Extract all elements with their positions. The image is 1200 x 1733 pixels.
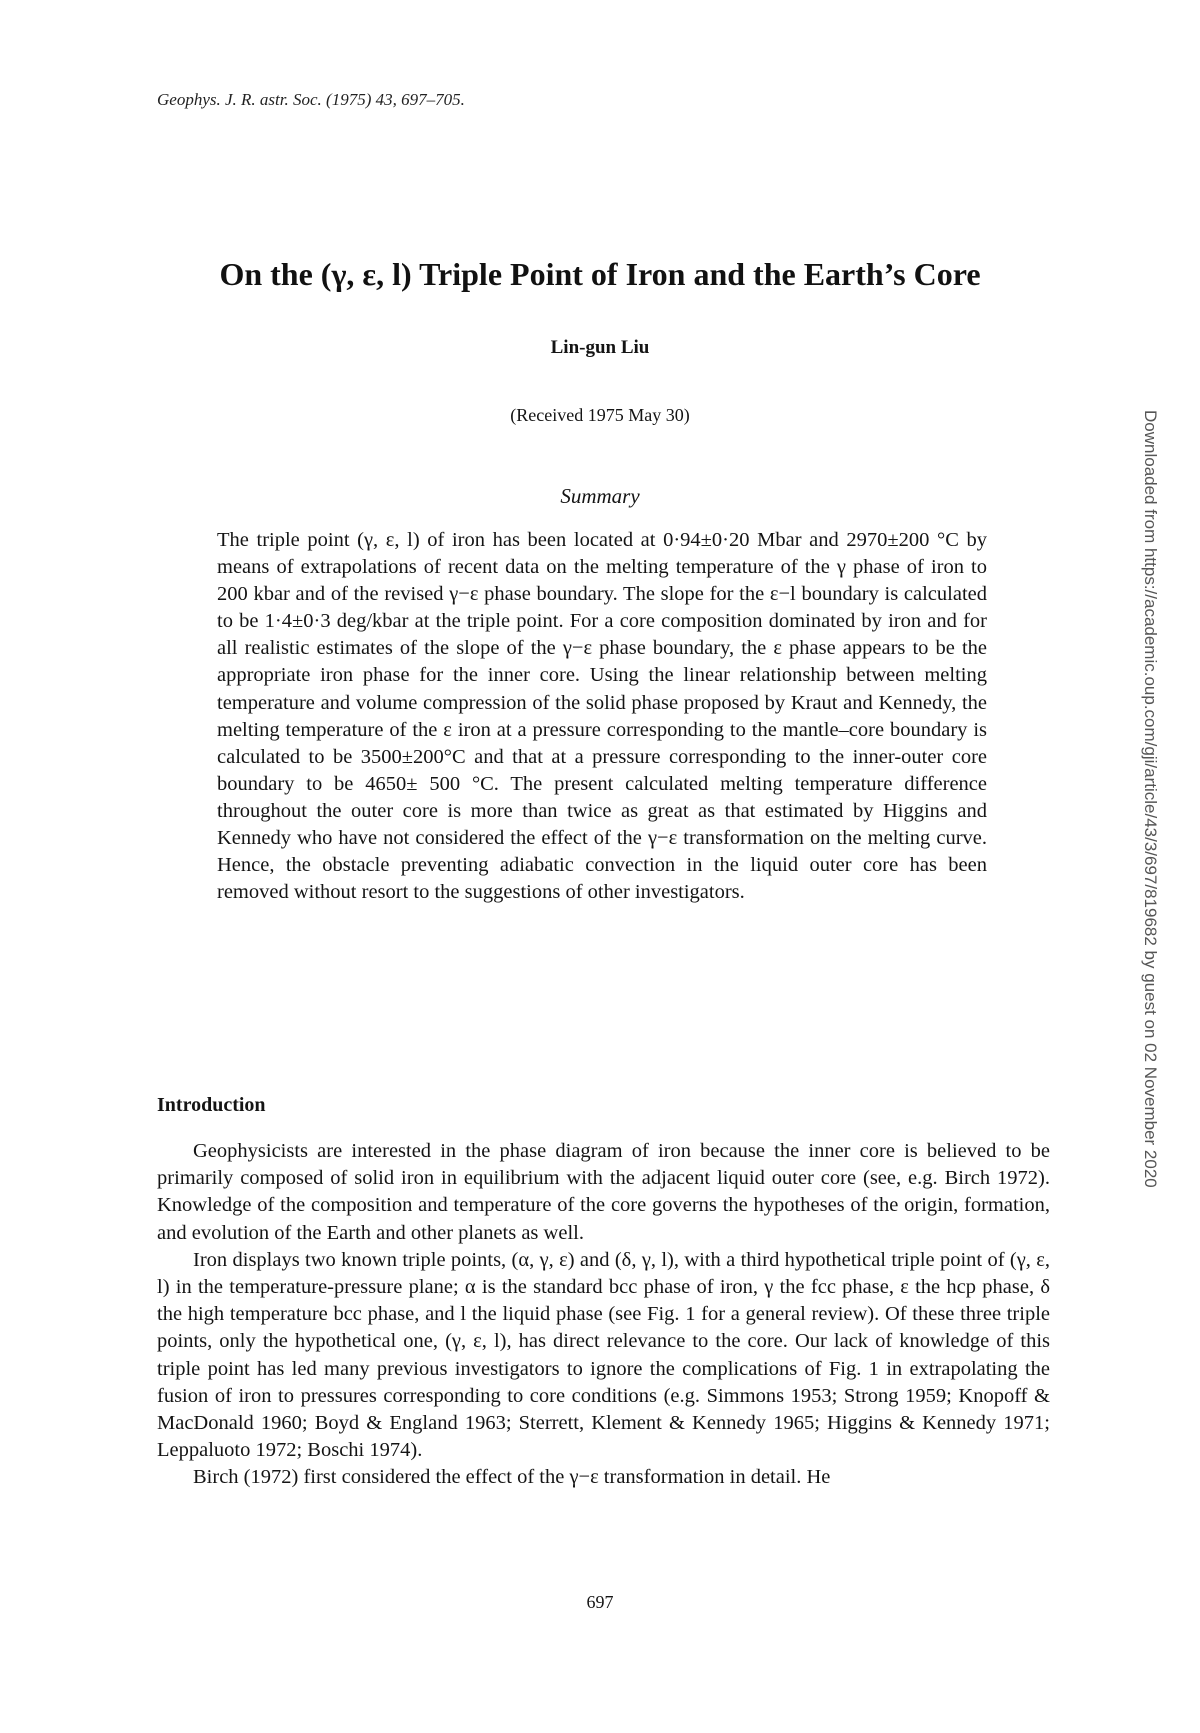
- summary-text: The triple point (γ, ε, l) of iron has been located at 0·94±0·20 Mbar and 2970±200 °C by means of extrapolations of recent data on the melting temperature of the γ phase of iron to 200 kbar and of the revised γ−ε phase boundary. The slope for the ε−l boundary is calculated to be 1·4±0·3 deg/kbar at the triple point. For a core composition dominated by iron and for all realistic estimates of the slope of the γ−ε phase boundary, the ε phase appears to be the appropriate iron phase for the inner core. Using the linear relationship between melting temperature and volume compression of the solid phase proposed by Kraut and Kennedy, the melting temperature of the ε iron at a pressure corresponding to the mantle–core boundary is calculated to be 3500±200°C and that at a pressure corresponding to the inner-outer core boundary to be 4650± 500 °C. The present calculated melting temperature difference throughout the outer core is more than twice as great as that estimated by Higgins and Kennedy who have not considered the effect of the γ−ε transformation on the melting curve. Hence, the obstacle preventing adiabatic convection in the liquid outer core has been removed without resort to the suggestions of other investigators.: [217, 529, 987, 904]
- introduction-paragraph: Iron displays two known triple points, (α, γ, ε) and (δ, γ, l), with a third hypothetical triple point of (γ, ε, l) in the temperature-pressure plane; α is the standard bcc phase of iron, γ the fcc phase, ε the hcp phase, δ the high temperature bcc phase, and l the liquid phase (see Fig. 1 for a general review). Of these three triple points, only the hypothetical one, (γ, ε, l), has direct relevance to the core. Our lack of knowledge of this triple point has led many previous investigators to ignore the complications of Fig. 1 in extrapolating the fusion of iron to pressures corresponding to core conditions (e.g. Simmons 1953; Strong 1959; Knopoff & MacDonald 1960; Boyd & England 1963; Sterrett, Klement & Kennedy 1965; Higgins & Kennedy 1971; Leppaluoto 1972; Boschi 1974).: [157, 1248, 1050, 1462]
- page-number: 697: [586, 1592, 614, 1612]
- download-watermark: Downloaded from https://academic.oup.com/gji/article/43/3/697/819682 by guest on 02 November 2020: [1141, 410, 1160, 1188]
- introduction-paragraph: Birch (1972) first considered the effect of the γ−ε transformation in detail. He: [193, 1466, 831, 1489]
- introduction-heading: Introduction: [157, 1094, 266, 1116]
- introduction-body: [157, 1138, 1050, 1492]
- journal-reference: Geophys. J. R. astr. Soc. (1975) 43, 697–705.: [157, 90, 465, 109]
- introduction-paragraph: Geophysicists are interested in the phase diagram of iron because the inner core is believed to be primarily composed of solid iron in equilibrium with the adjacent liquid outer core (see, e.g. Birch 1972). Knowledge of the composition and temperature of the core governs the hypotheses of the origin, formation, and evolution of the Earth and other planets as well.: [157, 1140, 1050, 1244]
- article-author: Lin-gun Liu: [550, 337, 650, 358]
- received-date: (Received 1975 May 30): [510, 405, 690, 425]
- summary-heading: Summary: [560, 484, 640, 508]
- article-title: On the (γ, ε, l) Triple Point of Iron and the Earth’s Core: [219, 256, 981, 292]
